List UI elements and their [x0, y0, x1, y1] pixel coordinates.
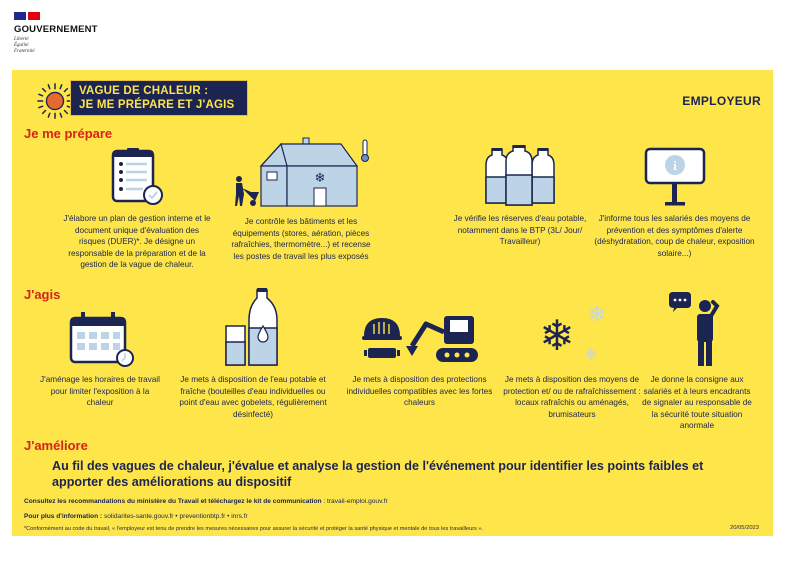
motto — [14, 37, 114, 55]
poster-title — [70, 80, 248, 116]
item-text: Je mets à disposition des protections individuelles compatibles avec les fortes chaleurs — [346, 375, 493, 407]
title-line-1: VAGUE DE CHALEUR : — [79, 85, 209, 97]
water-bottles-icon — [480, 145, 560, 207]
footer-note: *Conformément au code du travail, « l'employeur est tenu de prendre les mesures nécessaires pour assurer la sécurité et protéger la santé physique et mentale de tous les travailleurs ». — [24, 526, 484, 532]
french-flag-icon — [14, 12, 42, 20]
info-sign-icon — [642, 145, 708, 207]
svg-text:❄: ❄ — [587, 302, 607, 327]
svg-text:❄: ❄ — [314, 170, 326, 185]
sun-icon — [36, 82, 74, 120]
svg-text:❄: ❄ — [584, 347, 598, 364]
item-text: Je mets à disposition de l'eau potable et fraîche (bouteilles d'eau individuelles ou point d'eau avec gobelets, régulièrement désinfecté) — [179, 375, 327, 419]
improve-text: Au fil des vagues de chaleur, j'évalue et analyse la gestion de l'événement pour identifier les points faibles et apporter des améliorations au dispositif — [52, 459, 704, 489]
government-logo — [14, 12, 114, 55]
act-item-cooling — [502, 298, 642, 420]
item-text: Je mets à disposition des moyens de protection et/ ou de rafraîchissement : locaux rafraîchis ou aménagés, brumisateurs — [503, 375, 641, 419]
section-title-improve: J'améliore — [24, 438, 88, 453]
info-label: Pour plus d'information : — [24, 513, 103, 520]
helmet-excavator-icon — [360, 310, 480, 368]
prepare-item-plan — [62, 145, 212, 271]
section-title-act: J'agis — [24, 287, 61, 302]
prepare-item-water-reserves — [450, 145, 590, 248]
item-text: Je contrôle les bâtiments et les équipements (stores, aération, pièces rafraîchies, thermomètre...) et recense les postes de travail les plus exposés — [231, 217, 371, 261]
prepare-item-buildings — [226, 132, 376, 262]
building-worker-icon — [231, 132, 371, 210]
svg-text:❄: ❄ — [539, 312, 575, 359]
prepare-item-inform — [592, 145, 757, 259]
act-item-protection — [337, 310, 502, 409]
person-speaking-icon — [667, 292, 727, 368]
motto-line: Fraternité — [14, 49, 35, 54]
audience-label: EMPLOYEUR — [682, 94, 761, 108]
calendar-clock-icon — [65, 310, 135, 368]
act-item-water — [172, 288, 334, 420]
footer-consult: Consultez les recommandations du ministère du Travail et téléchargez le kit de communication : travail-emploi.gouv.fr — [24, 498, 388, 505]
item-text: J'informe tous les salariés des moyens de prévention et des symptômes d'alerte (déshydratation, coup de chaleur, exposition solaire...) — [594, 214, 755, 258]
title-line-2: JE ME PRÉPARE ET J'AGIS — [79, 99, 235, 111]
consult-label: Consultez les recommandations du ministère du Travail et téléchargez le kit de communication — [24, 498, 322, 505]
poster-panel — [12, 70, 773, 536]
water-glass-bottle-icon — [223, 288, 283, 368]
info-links[interactable]: solidarites-sante.gouv.fr • preventionbtp.fr • inrs.fr — [103, 513, 248, 520]
section-title-prepare: Je me prépare — [24, 126, 113, 141]
footer-info — [24, 513, 248, 520]
motto-line: Égalité — [14, 43, 29, 48]
snowflakes-icon — [527, 298, 617, 368]
act-item-report — [642, 292, 752, 432]
act-item-schedule — [40, 310, 160, 409]
item-text: Je vérifie les réserves d'eau potable, notamment dans le BTP (3L/ Jour/ Travailleur) — [453, 214, 587, 246]
consult-link[interactable]: travail-emploi.gouv.fr — [327, 498, 388, 505]
svg-text:i: i — [672, 158, 677, 173]
motto-line: Liberté — [14, 37, 29, 42]
item-text: J'aménage les horaires de travail pour limiter l'exposition à la chaleur — [40, 375, 160, 407]
publication-date: 20/05/2023 — [729, 525, 759, 531]
item-text: Je donne la consigne aux salariés et à leurs encadrants de signaler au responsable de la sécurité toute situation anormale — [642, 375, 752, 430]
clipboard-checklist-icon — [107, 145, 167, 207]
government-name: GOUVERNEMENT — [14, 24, 98, 35]
item-text: J'élabore un plan de gestion interne et le document unique d'évaluation des risques (DUER)*. Je désigne un responsable de la préparation et de la gestion de la vague de chaleur. — [63, 214, 211, 269]
